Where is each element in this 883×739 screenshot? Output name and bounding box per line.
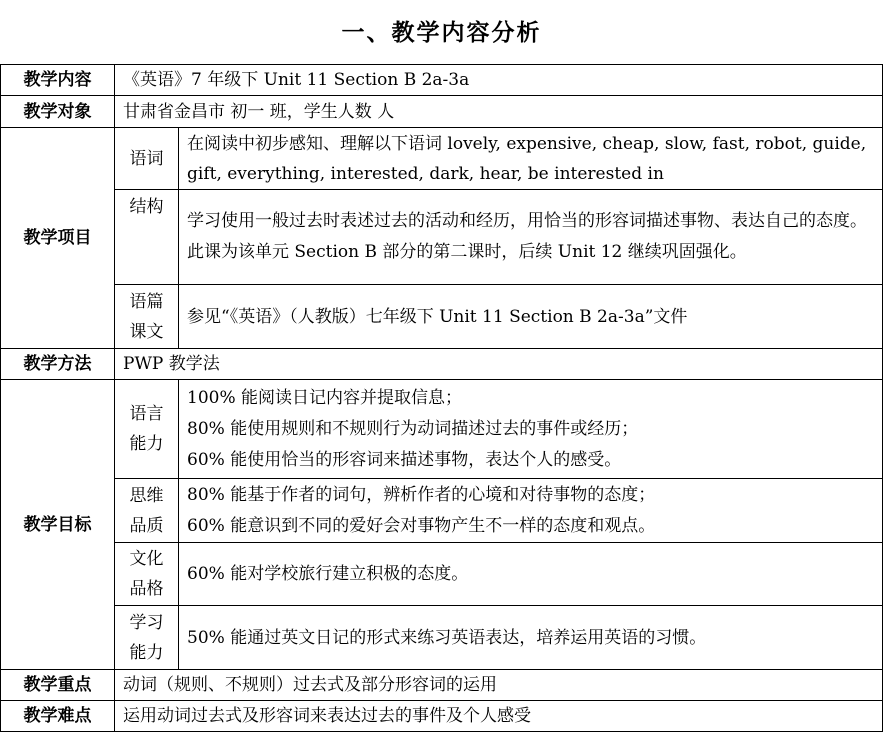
sublabel-language bbox=[115, 380, 179, 479]
row-vocab bbox=[1, 128, 883, 190]
value-teaching-content: 《英语》7 年级下 Unit 11 Section B 2a-3a bbox=[115, 65, 883, 96]
sublabel-text bbox=[115, 285, 179, 349]
sublabel-text-line2: 课文 bbox=[129, 321, 164, 342]
row-goal-culture bbox=[1, 543, 883, 606]
value-difficulty: 运用动词过去式及形容词来表达过去的事件及个人感受 bbox=[115, 701, 883, 732]
value-teaching-method: PWP 教学法 bbox=[115, 349, 883, 380]
row-teaching-target bbox=[1, 96, 883, 128]
text-text: 参见“《英语》（人教版）七年级下 Unit 11 Section B 2a-3a”文件 bbox=[179, 285, 883, 349]
label-difficulty: 教学难点 bbox=[1, 701, 115, 732]
sublabel-learning bbox=[115, 606, 179, 670]
sublabel-language-line2: 能力 bbox=[129, 434, 164, 454]
row-key-point bbox=[1, 670, 883, 701]
text-language bbox=[179, 380, 883, 479]
label-key-point: 教学重点 bbox=[1, 670, 115, 701]
sublabel-culture-line1: 文化 bbox=[129, 549, 164, 569]
label-teaching-content: 教学内容 bbox=[1, 65, 115, 96]
goal-line: 80% 能使用规则和不规则行为动词描述过去的事件或经历； bbox=[187, 418, 639, 439]
text-vocab: 在阅读中初步感知、理解以下语词 lovely, expensive, cheap, slow, fast, robot, guide, gift, everything, interested, dark, hear, be interested in bbox=[179, 128, 883, 190]
sublabel-culture bbox=[115, 543, 179, 606]
goal-line: 60% 能意识到不同的爱好会对事物产生不一样的态度和观点。 bbox=[187, 515, 656, 536]
sublabel-learning-line1: 学习 bbox=[129, 612, 164, 633]
row-structure bbox=[1, 190, 883, 285]
sublabel-thinking bbox=[115, 479, 179, 543]
row-goal-language bbox=[1, 380, 883, 479]
value-teaching-target: 甘肃省金昌市 初一 班，学生人数 人 bbox=[115, 96, 883, 128]
sublabel-text-line1: 语篇 bbox=[129, 291, 164, 312]
goal-line: 80% 能基于作者的词句，辨析作者的心境和对待事物的态度； bbox=[187, 484, 656, 505]
text-learning bbox=[179, 606, 883, 670]
sublabel-learning-line2: 能力 bbox=[129, 642, 164, 663]
text-structure: 学习使用一般过去时表述过去的活动和经历，用恰当的形容词描述事物、表达自己的态度。此课为该单元 Section B 部分的第二课时，后续 Unit 12 继续巩固强化。 bbox=[179, 190, 883, 285]
value-key-point: 动词（规则、不规则）过去式及部分形容词的运用 bbox=[115, 670, 883, 701]
sublabel-language-line1: 语言 bbox=[129, 404, 164, 424]
text-culture bbox=[179, 543, 883, 606]
text-thinking bbox=[179, 479, 883, 543]
page-title: 一、教学内容分析 bbox=[341, 19, 542, 46]
goal-line: 100% 能阅读日记内容并提取信息； bbox=[187, 387, 463, 408]
label-teaching-target: 教学对象 bbox=[1, 96, 115, 128]
row-goal-thinking bbox=[1, 479, 883, 543]
sublabel-culture-line2: 品格 bbox=[129, 579, 164, 599]
row-text bbox=[1, 285, 883, 349]
row-difficulty bbox=[1, 701, 883, 732]
label-teaching-items: 教学项目 bbox=[1, 128, 115, 349]
row-goal-learning bbox=[1, 606, 883, 670]
row-teaching-content bbox=[1, 65, 883, 96]
goal-line: 60% 能对学校旅行建立积极的态度。 bbox=[187, 564, 469, 584]
sublabel-thinking-line1: 思维 bbox=[129, 485, 164, 506]
goal-line: 60% 能使用恰当的形容词来描述事物，表达个人的感受。 bbox=[187, 449, 622, 470]
sublabel-vocab: 语词 bbox=[115, 128, 179, 190]
lesson-analysis-table bbox=[0, 64, 883, 732]
goal-line: 50% 能通过英文日记的形式来练习英语表达，培养运用英语的习惯。 bbox=[187, 627, 707, 648]
sublabel-thinking-line2: 品质 bbox=[129, 515, 164, 536]
label-teaching-method: 教学方法 bbox=[1, 349, 115, 380]
sublabel-structure: 结构 bbox=[115, 190, 179, 285]
row-method bbox=[1, 349, 883, 380]
label-teaching-goals: 教学目标 bbox=[1, 380, 115, 670]
